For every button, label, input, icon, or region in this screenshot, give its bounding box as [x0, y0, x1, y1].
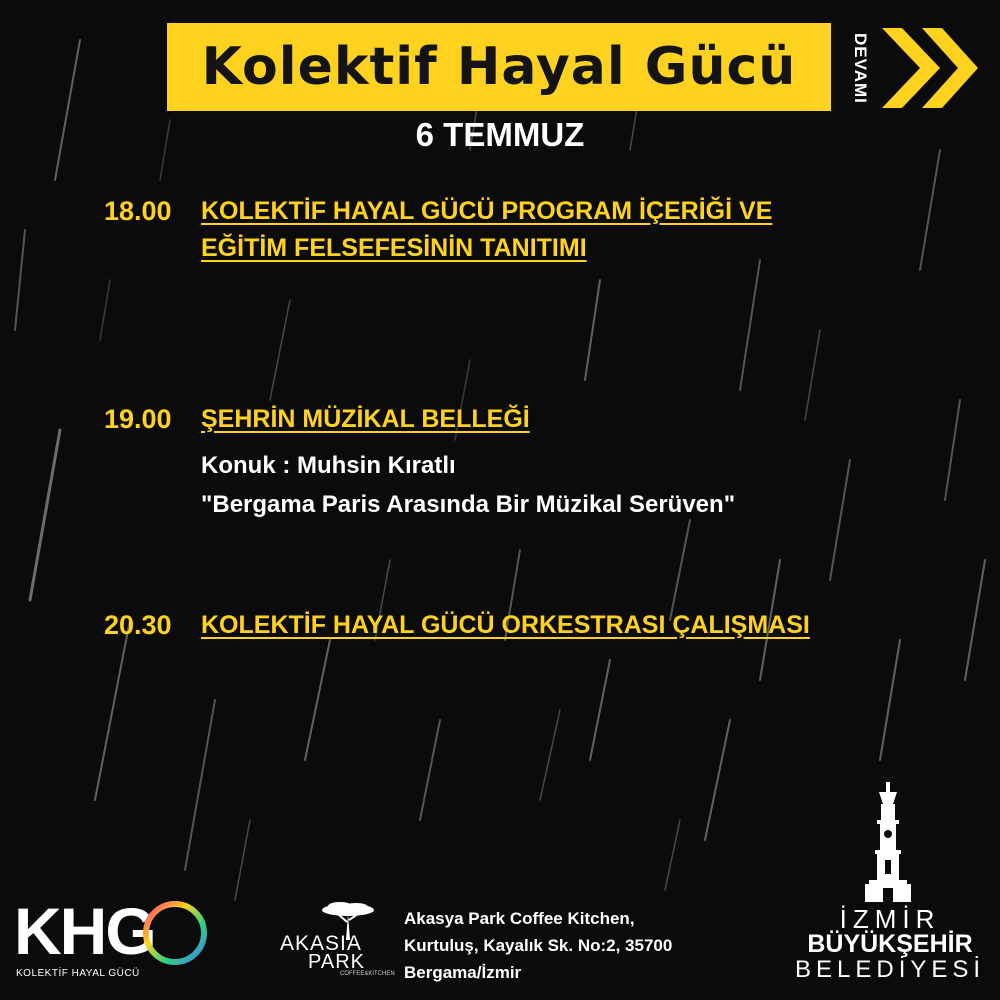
- double-chevron-right-icon: [880, 24, 980, 112]
- akasya-logo-name: AKASIA: [280, 932, 362, 955]
- program-title-line: EĞİTİM FELSEFESİNİN TANITIMI: [201, 234, 587, 262]
- venue-address: [404, 905, 672, 986]
- continued-label-text: DEVAMI: [851, 32, 870, 104]
- address-line: Kurtuluş, Kayalık Sk. No:2, 35700: [404, 936, 673, 955]
- program-time: 18.00: [104, 196, 172, 226]
- akasya-logo-tagline: COFFEE&KITCHEN: [340, 971, 395, 977]
- event-title: Kolektif Hayal Gücü: [201, 37, 797, 97]
- izmir-municipality-logo: [795, 782, 995, 988]
- program-title-line: KOLEKTİF HAYAL GÜCÜ ORKESTRASI ÇALIŞMASI: [201, 611, 810, 639]
- program-title-line: KOLEKTİF HAYAL GÜCÜ PROGRAM İÇERİĞİ VE: [201, 197, 773, 225]
- akasya-logo-park: PARK: [308, 951, 365, 973]
- title-banner: [167, 23, 831, 111]
- program-title-line: ŞEHRİN MÜZİKAL BELLEĞİ: [201, 405, 530, 433]
- clock-tower-icon: [859, 782, 917, 902]
- program-time: 19.00: [104, 404, 172, 434]
- address-line: Akasya Park Coffee Kitchen,: [404, 909, 635, 928]
- program-subtitle: "Bergama Paris Arasında Bir Müzikal Serüven": [201, 491, 736, 518]
- khg-logo-text: KHG: [14, 894, 155, 968]
- continued-label: [847, 22, 873, 114]
- event-date: 6 TEMMUZ: [415, 116, 585, 153]
- program-guest: Konuk : Muhsin Kıratlı: [201, 452, 456, 479]
- akasya-park-logo: [280, 900, 395, 980]
- address-line: Bergama/İzmir: [404, 963, 522, 982]
- khg-logo-subtitle: KOLEKTİF HAYAL GÜCÜ: [16, 968, 140, 979]
- rainbow-ring-icon: [140, 898, 210, 968]
- izmir-logo-line1: İZMİR: [839, 904, 941, 934]
- izmir-logo-line3: BELEDİYESİ: [795, 956, 986, 983]
- khg-logo: [14, 894, 204, 980]
- program-time: 20.30: [104, 610, 172, 640]
- izmir-logo-line2: BÜYÜKŞEHİR: [807, 930, 973, 958]
